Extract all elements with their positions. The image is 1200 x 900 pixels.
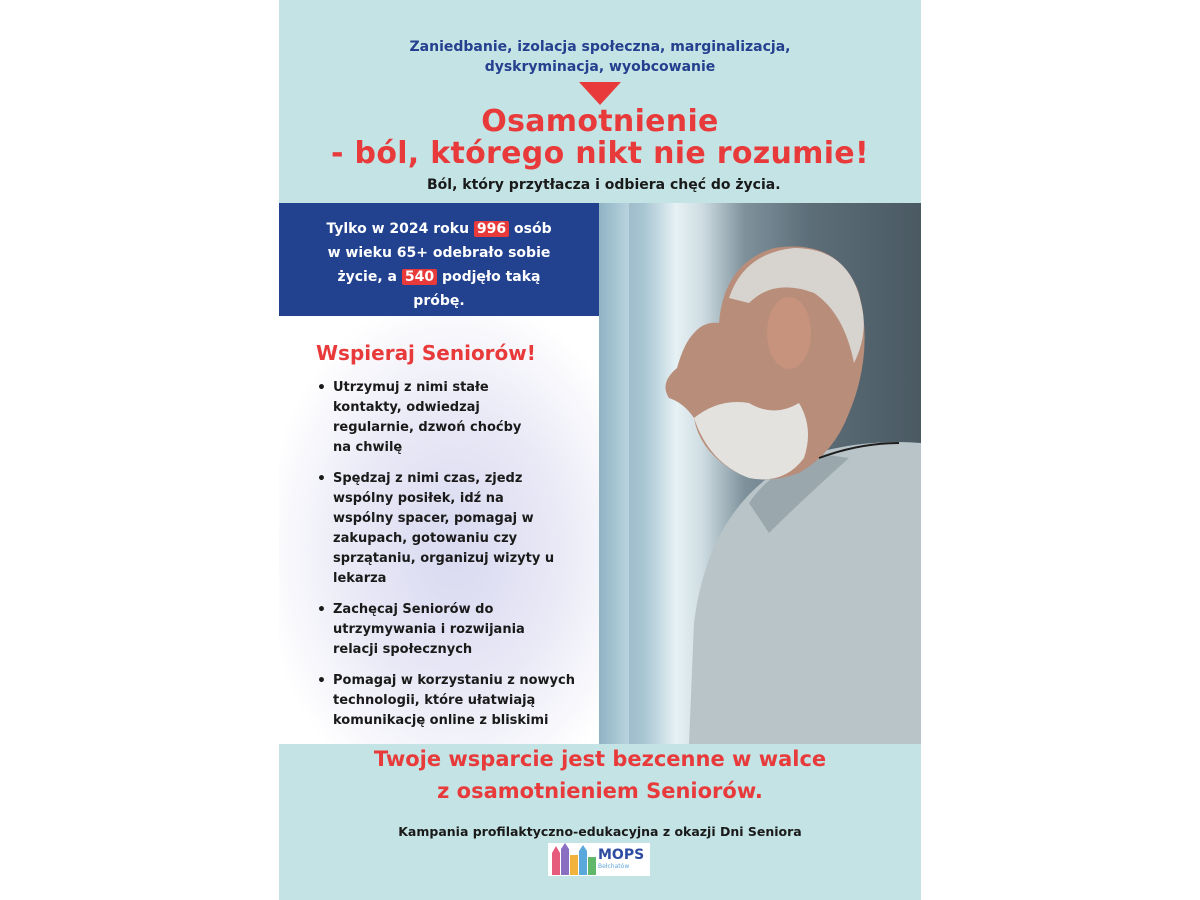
stats-text-3: życie, a xyxy=(337,269,402,285)
stats-line-1 xyxy=(279,217,599,241)
senior-silhouette xyxy=(599,203,921,744)
support-item: • Spędzaj z nimi czas, zjedz wspólny posiłek, idź na wspólny spacer, pomagaj w zakupach, gotowaniu czy sprzątaniu, organizuj wizyty u lekarza xyxy=(317,469,565,589)
campaign-text: Kampania profilaktyczno-edukacyjna z okazji Dni Seniora xyxy=(398,824,802,839)
support-item: • Zachęcaj Seniorów do utrzymywania i rozwijania relacji społecznych xyxy=(317,600,555,660)
senior-photo xyxy=(599,203,921,744)
stats-number-540: 540 xyxy=(402,269,437,285)
mops-logo xyxy=(548,843,650,876)
logo-subtext: Bełchatów xyxy=(598,863,630,870)
down-arrow-icon xyxy=(579,82,621,105)
bottom-line-1: Twoje wsparcie jest bezcenne w walce xyxy=(373,747,827,771)
buildings-icon xyxy=(550,843,598,876)
ear-shape xyxy=(767,297,811,369)
stats-text-2: osób xyxy=(509,221,552,237)
stats-box xyxy=(279,203,599,316)
stats-text-4: podjęło taką xyxy=(437,269,541,285)
support-item: • Pomagaj w korzystaniu z nowych technologii, które ułatwiają komunikację online z bliskimi xyxy=(317,671,575,731)
headline-line-2: - ból, którego nikt nie rozumie! xyxy=(331,136,869,171)
stats-line-2: w wieku 65+ odebrało sobie xyxy=(327,245,551,261)
top-line-1: Zaniedbanie, izolacja społeczna, marginalizacja, xyxy=(409,39,791,55)
stats-text-1: Tylko w 2024 roku xyxy=(326,221,474,237)
support-title: Wspieraj Seniorów! xyxy=(316,341,536,365)
support-list xyxy=(317,378,597,742)
top-line-2: dyskryminacja, wyobcowanie xyxy=(484,59,716,75)
bottom-line-2: z osamotnieniem Seniorów. xyxy=(437,779,763,803)
subline: Ból, który przytłacza i odbiera chęć do życia. xyxy=(427,177,781,193)
poster xyxy=(279,0,921,900)
stats-number-996: 996 xyxy=(474,221,509,237)
beard-shape xyxy=(694,402,808,479)
logo-text: MOPS xyxy=(598,847,645,863)
headline-line-1: Osamotnienie xyxy=(481,104,719,139)
stats-line-3 xyxy=(279,265,599,289)
support-item: • Utrzymuj z nimi stałe kontakty, odwiedzaj regularnie, dzwoń choćby na chwilę xyxy=(317,378,533,458)
support-panel xyxy=(279,316,599,744)
stats-line-4: próbę. xyxy=(413,293,465,309)
